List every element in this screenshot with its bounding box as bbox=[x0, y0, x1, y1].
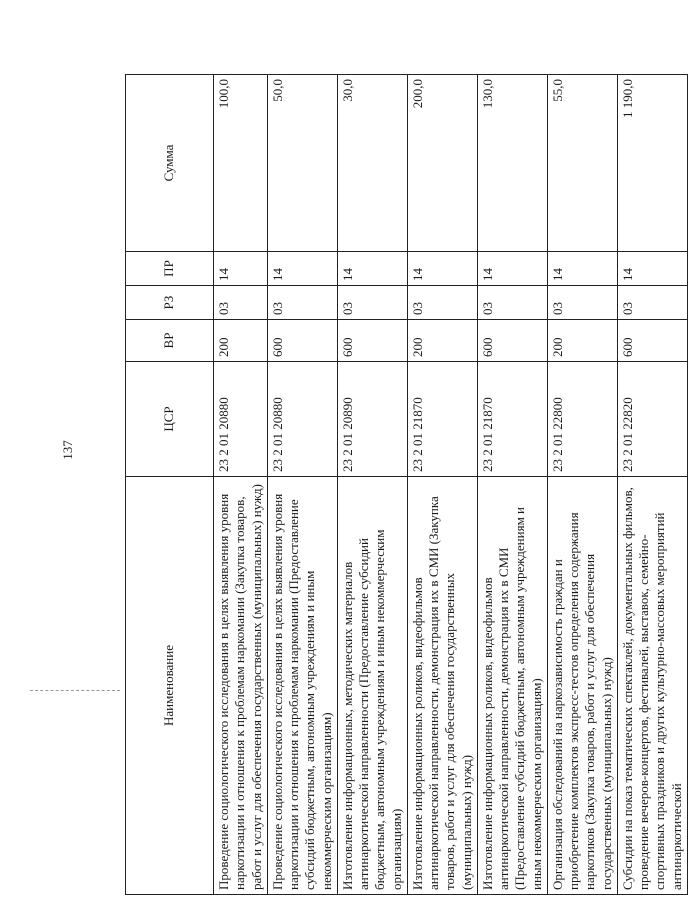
header-vr: ВР bbox=[126, 320, 214, 362]
table-row bbox=[214, 75, 268, 895]
header-csr: ЦСР bbox=[126, 362, 214, 477]
row-name: Проведение социологического исследования в целях выявления уровня наркотизации и отношения к проблемам наркомании (Предоставление субсидий бюджетным, автономным учреждениям и иным некоммерческим организациям) bbox=[267, 477, 337, 895]
table-row bbox=[547, 75, 617, 895]
header-name: Наименование bbox=[126, 477, 214, 895]
row-rz: 03 bbox=[337, 286, 407, 320]
header-pr: ПР bbox=[126, 252, 214, 286]
row-name: Проведение социологического исследования в целях выявления уровня наркотизации и отношения к проблемам наркомании (Закупка товаров, работ и услуг для обеспечения государственных (муниципальных) нужд) bbox=[214, 477, 268, 895]
row-csr: 23 2 01 22800 bbox=[547, 362, 617, 477]
budget-table-rotated bbox=[125, 75, 684, 895]
row-pr: 14 bbox=[617, 252, 687, 286]
row-pr: 14 bbox=[337, 252, 407, 286]
row-sum: 50,0 bbox=[267, 75, 337, 252]
row-pr: 14 bbox=[267, 252, 337, 286]
row-rz: 03 bbox=[407, 286, 477, 320]
row-sum: 200,0 bbox=[407, 75, 477, 252]
table-row bbox=[617, 75, 687, 895]
row-csr: 23 2 01 21870 bbox=[407, 362, 477, 477]
row-vr: 200 bbox=[214, 320, 268, 362]
row-vr: 600 bbox=[477, 320, 547, 362]
row-name: Изготовление информационных роликов, видеофильмов антинаркотической направленности, демонстрация их в СМИ (Предоставление субсидий бюджетным, автономным учреждениям и иным некоммерческим организациям) bbox=[477, 477, 547, 895]
row-vr: 600 bbox=[267, 320, 337, 362]
row-sum: 55,0 bbox=[547, 75, 617, 252]
row-csr: 23 2 01 20890 bbox=[337, 362, 407, 477]
table-row bbox=[337, 75, 407, 895]
table-row bbox=[477, 75, 547, 895]
row-pr: 14 bbox=[214, 252, 268, 286]
row-vr: 600 bbox=[337, 320, 407, 362]
table-header-row bbox=[126, 75, 214, 895]
row-sum: 100,0 bbox=[214, 75, 268, 252]
header-rz: РЗ bbox=[126, 286, 214, 320]
header-sum: Сумма bbox=[126, 75, 214, 252]
row-rz: 03 bbox=[547, 286, 617, 320]
row-vr: 200 bbox=[407, 320, 477, 362]
budget-table bbox=[125, 74, 688, 895]
row-vr: 200 bbox=[547, 320, 617, 362]
row-name: Субсидии на показ тематических спектаклей, документальных фильмов, проведение вечеров-концертов, фестивалей, выставок, семейно-спортивных праздников и других культурно-массовых мероприятий антинаркотической bbox=[617, 477, 687, 895]
page-number: 137 bbox=[60, 440, 75, 460]
table-row bbox=[267, 75, 337, 895]
row-name: Изготовление информационных роликов, видеофильмов антинаркотической направленности, демонстрация их в СМИ (Закупка товаров, работ и услуг для обеспечения государственных (муниципальных) нужд) bbox=[407, 477, 477, 895]
row-name: Организация обследований на наркозависимость граждан и приобретение комплектов экспресс-тестов определения содержания наркотиков (Закупка товаров, работ и услуг для обеспечения государственных (муниципальных) нужд) bbox=[547, 477, 617, 895]
row-pr: 14 bbox=[547, 252, 617, 286]
row-vr: 600 bbox=[617, 320, 687, 362]
row-csr: 23 2 01 21870 bbox=[477, 362, 547, 477]
row-rz: 03 bbox=[477, 286, 547, 320]
row-sum: 30,0 bbox=[337, 75, 407, 252]
row-csr: 23 2 01 20880 bbox=[214, 362, 268, 477]
table-row bbox=[407, 75, 477, 895]
margin-fold-line bbox=[30, 690, 120, 691]
row-csr: 23 2 01 20880 bbox=[267, 362, 337, 477]
row-sum: 130,0 bbox=[477, 75, 547, 252]
row-csr: 23 2 01 22820 bbox=[617, 362, 687, 477]
row-rz: 03 bbox=[267, 286, 337, 320]
row-sum: 1 190,0 bbox=[617, 75, 687, 252]
row-name: Изготовление информационных, методических материалов антинаркотической направленности (Предоставление субсидий бюджетным, автономным учреждениям и иным некоммерческим организациям) bbox=[337, 477, 407, 895]
row-pr: 14 bbox=[407, 252, 477, 286]
row-rz: 03 bbox=[214, 286, 268, 320]
row-pr: 14 bbox=[477, 252, 547, 286]
row-rz: 03 bbox=[617, 286, 687, 320]
